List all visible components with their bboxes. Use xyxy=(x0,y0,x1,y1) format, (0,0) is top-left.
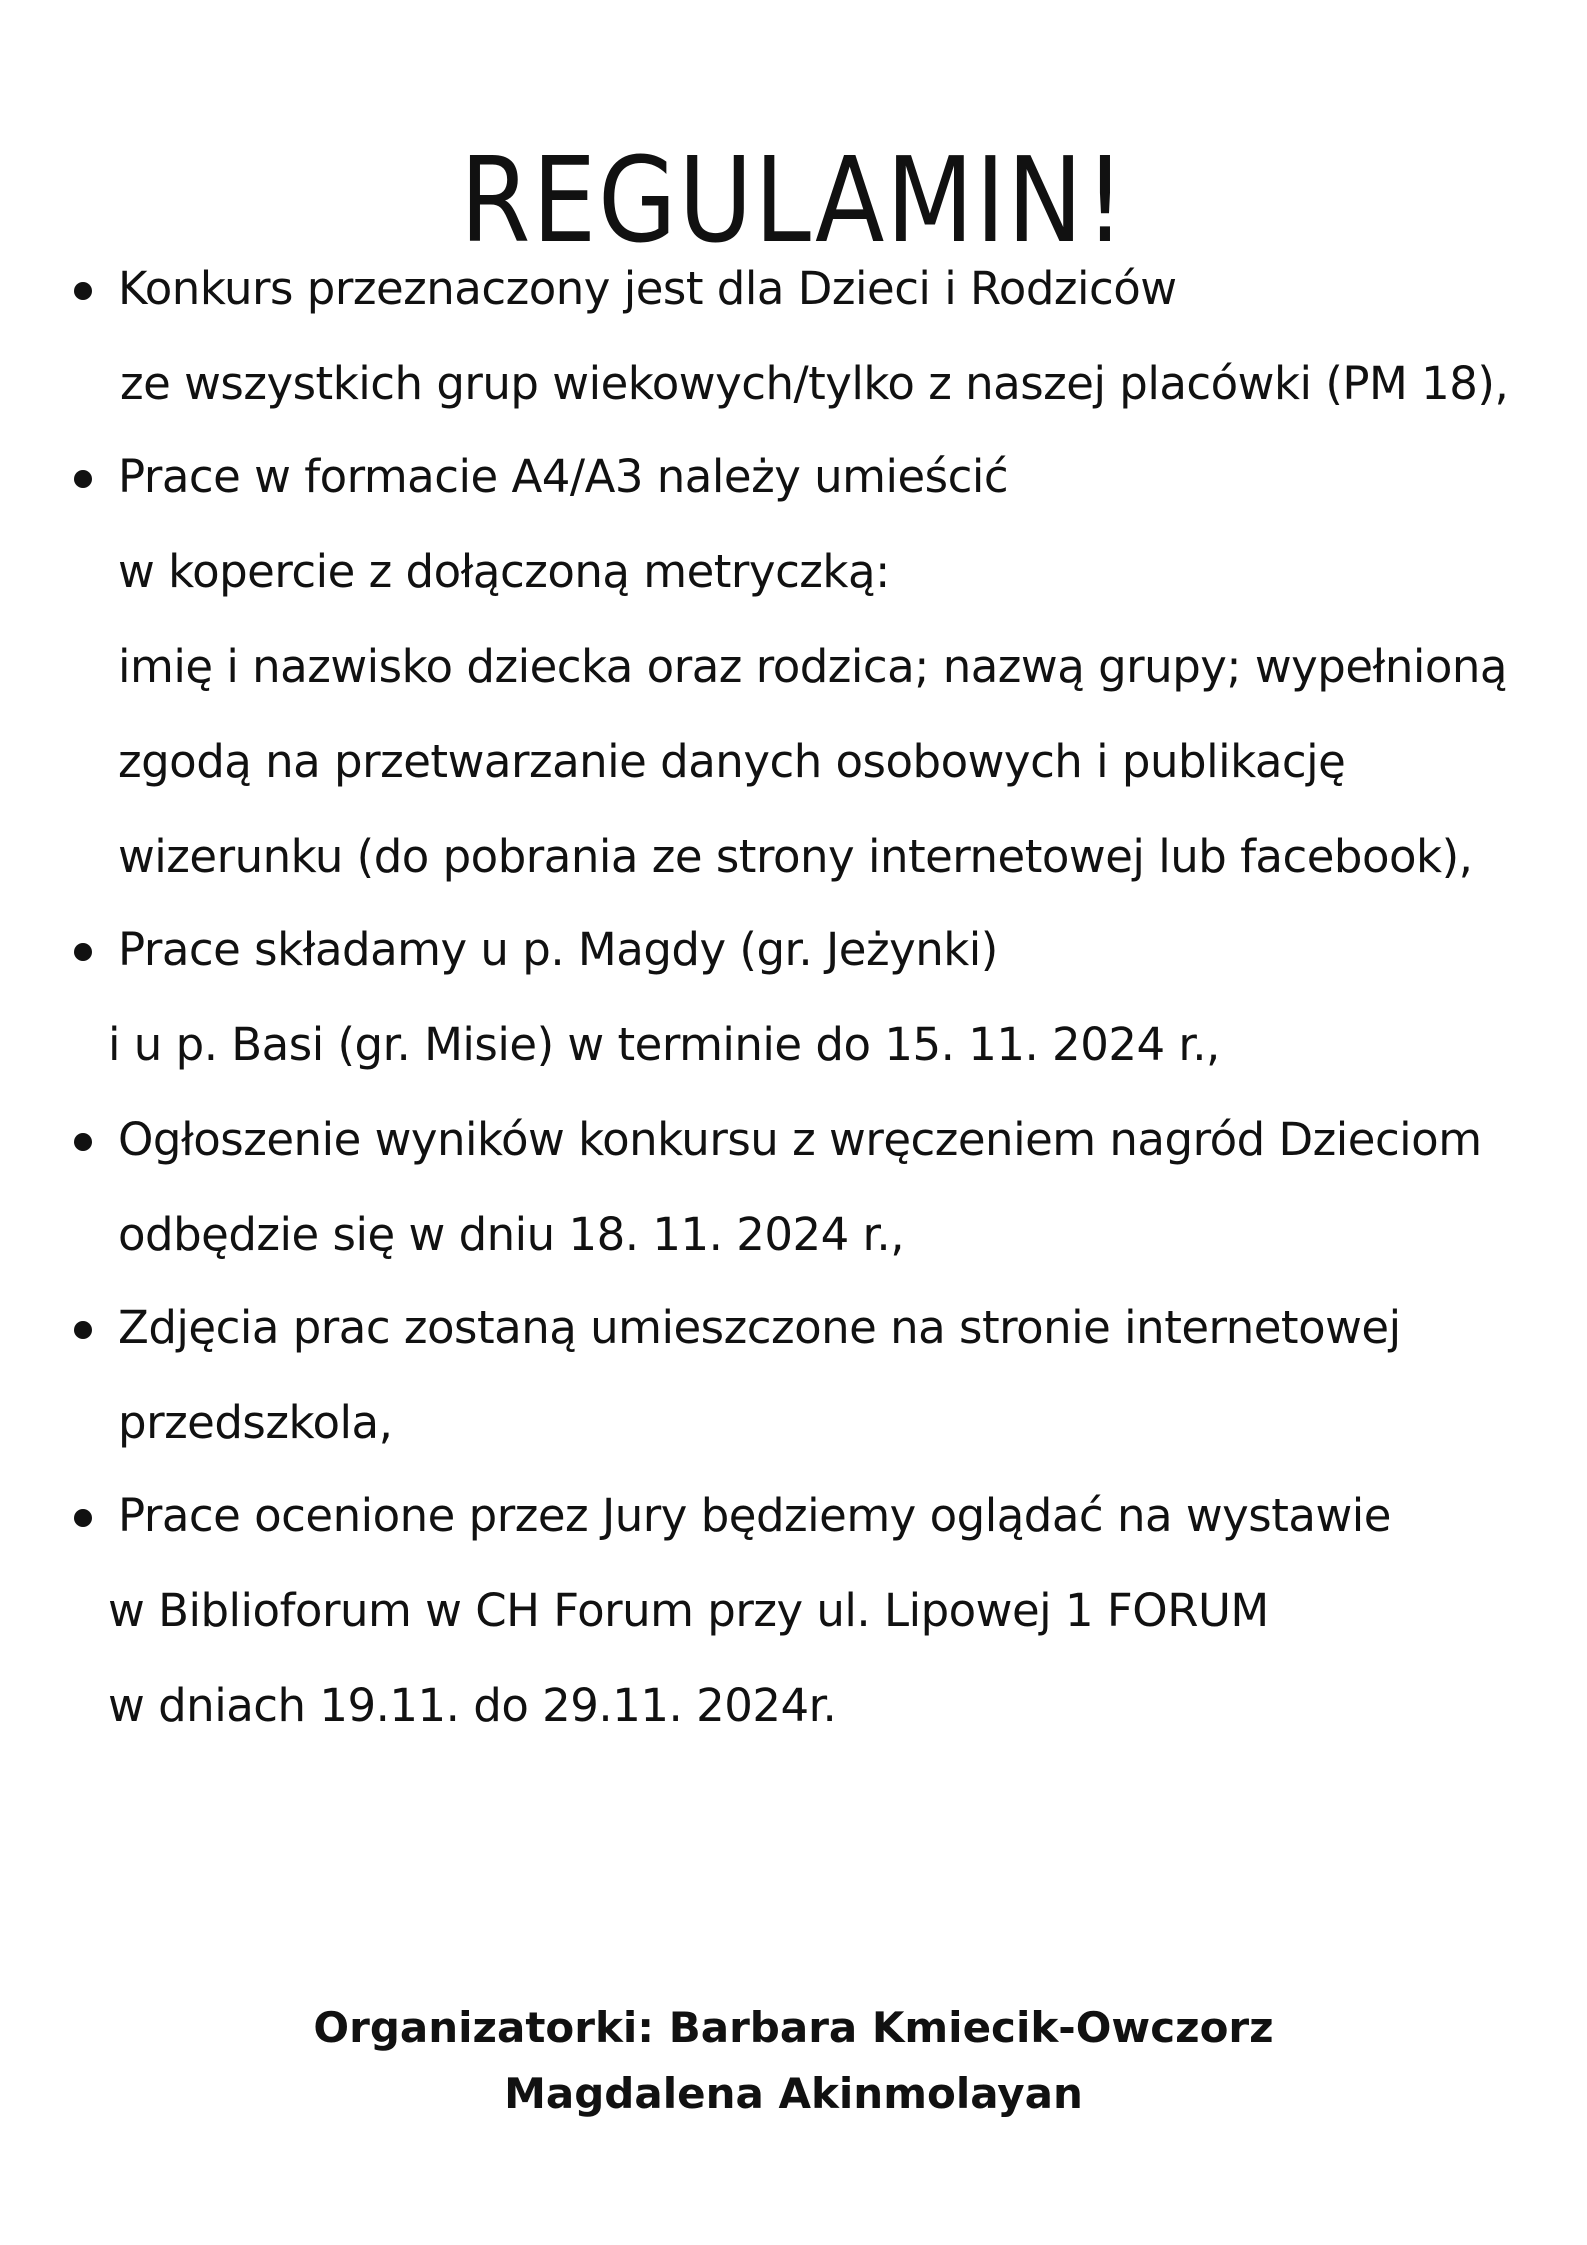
rule-3-line-1: Prace składamy u p. Magdy (gr. Jeżynki) xyxy=(118,923,998,976)
rule-2-line-1: Prace w formacie A4/A3 należy umieścić xyxy=(118,450,1009,503)
bullet-icon xyxy=(74,1321,92,1339)
bullet-icon xyxy=(74,1509,92,1527)
rule-3-line-2: i u p. Basi (gr. Misie) w terminie do 15. 11. 2024 r., xyxy=(108,1018,1220,1071)
rule-6-line-3: w dniach 19.11. do 29.11. 2024r. xyxy=(108,1679,837,1732)
bullet-icon xyxy=(74,282,92,300)
bullet-icon xyxy=(74,943,92,961)
rule-2-line-2: w kopercie z dołączoną metryczką: xyxy=(118,545,890,598)
bullet-icon xyxy=(74,470,92,488)
rule-6-line-1: Prace ocenione przez Jury będziemy oglądać na wystawie xyxy=(118,1489,1391,1542)
rule-4-line-1: Ogłoszenie wyników konkursu z wręczeniem nagród Dzieciom xyxy=(118,1113,1482,1166)
rule-5-line-2: przedszkola, xyxy=(118,1396,393,1449)
rule-1-line-2: ze wszystkich grup wiekowych/tylko z naszej placówki (PM 18), xyxy=(120,357,1509,410)
rule-6-line-2: w Biblioforum w CH Forum przy ul. Lipowej 1 FORUM xyxy=(108,1584,1269,1637)
rule-2-line-3: imię i nazwisko dziecka oraz rodzica; nazwą grupy; wypełnioną xyxy=(118,640,1507,693)
organizers-line-2: Magdalena Akinmolayan xyxy=(504,2069,1083,2118)
bullet-icon xyxy=(74,1133,92,1151)
rule-5-line-1: Zdjęcia prac zostaną umieszczone na stronie internetowej xyxy=(118,1301,1401,1354)
rule-2-line-5: wizerunku (do pobrania ze strony internetowej lub facebook), xyxy=(118,830,1473,883)
rule-2-line-4: zgodą na przetwarzanie danych osobowych i publikację xyxy=(118,735,1346,788)
page-title: REGULAMIN! xyxy=(459,131,1128,270)
organizers-block xyxy=(0,1995,1587,2127)
organizers-line-1: Organizatorki: Barbara Kmiecik-Owczorz xyxy=(313,2003,1274,2052)
rule-4-line-2: odbędzie się w dniu 18. 11. 2024 r., xyxy=(118,1208,905,1261)
rule-1-line-1: Konkurs przeznaczony jest dla Dzieci i Rodziców xyxy=(118,262,1177,315)
